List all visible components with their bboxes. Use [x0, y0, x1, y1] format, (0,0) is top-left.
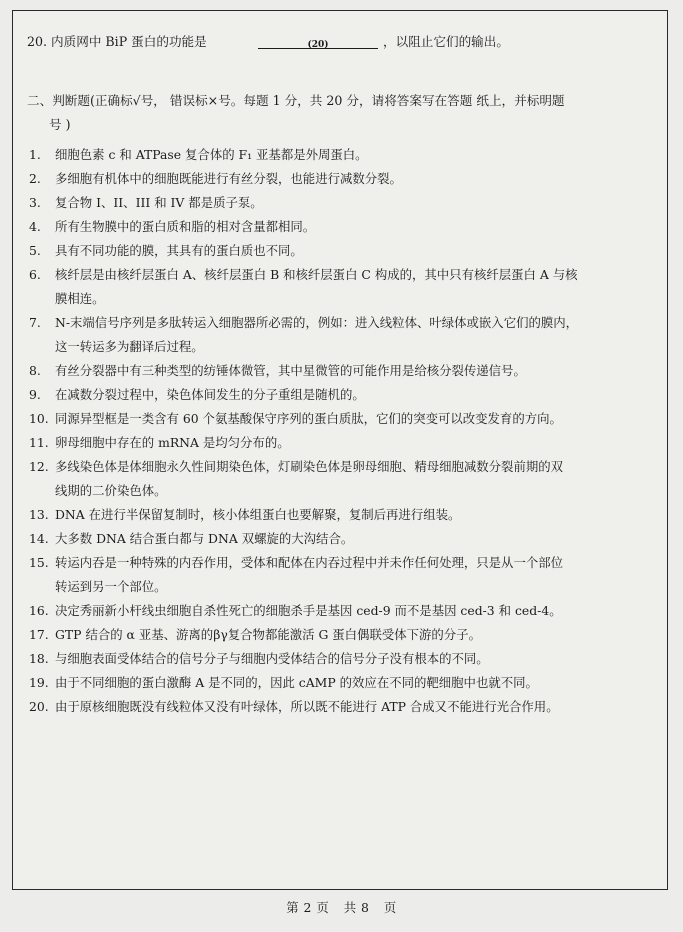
item-number: 10. [29, 411, 49, 426]
list-item [21, 623, 653, 647]
list-item [21, 215, 653, 239]
list-item [21, 311, 653, 359]
item-number: 14. [29, 531, 49, 546]
item-text: N-末端信号序列是多肽转运入细胞器所必需的，例如：进入线粒体、叶绿体或嵌入它们的膜内， [55, 315, 579, 330]
true-false-list [21, 143, 653, 719]
item-number: 17. [29, 627, 49, 642]
item-number: 16. [29, 603, 49, 618]
item-number: 6. [29, 267, 41, 282]
list-item [21, 359, 653, 383]
item-text: 在减数分裂过程中，染色体间发生的分子重组是随机的。 [55, 387, 365, 402]
item-number: 12. [29, 459, 49, 474]
list-item [21, 455, 653, 503]
item-number: 19. [29, 675, 49, 690]
sheet-content [21, 33, 653, 719]
page-footer [0, 898, 683, 916]
item-number: 9. [29, 387, 41, 402]
q20-prefix-text: 20. 内质网中 BiP 蛋白的功能是 [27, 34, 207, 49]
blank-number-mark: (20) [307, 40, 329, 50]
q20-suffix-text: ，以阻止它们的输出。 [383, 34, 509, 49]
list-item [21, 167, 653, 191]
item-text: 卵母细胞中存在的 mRNA 是均匀分布的。 [55, 435, 290, 450]
item-number: 15. [29, 555, 49, 570]
list-item [21, 551, 653, 599]
list-item [21, 263, 653, 311]
item-number: 13. [29, 507, 49, 522]
page-total: 共 8 [343, 900, 370, 915]
item-number: 18. [29, 651, 49, 666]
item-number: 7. [29, 315, 41, 330]
answer-blank [258, 33, 378, 49]
list-item [21, 431, 653, 455]
item-text: 与细胞表面受体结合的信号分子与细胞内受体结合的信号分子没有根本的不同。 [55, 651, 489, 666]
page-number: 第 2 页 [286, 900, 330, 915]
exam-sheet [12, 10, 668, 890]
section-title-line-1: 二、判断题(正确标√号， 错误标×号。每题 1 分，共 20 分，请将答案写在答题 纸上，并标明题 [27, 93, 565, 108]
list-item [21, 503, 653, 527]
item-number: 1. [29, 147, 41, 162]
item-number: 3. [29, 195, 41, 210]
item-text: 复合物 I、II、III 和 IV 都是质子泵。 [55, 195, 263, 210]
item-text: 有丝分裂器中有三种类型的纺锤体微管，其中星微管的可能作用是给核分裂传递信号。 [55, 363, 526, 378]
item-text: 由于不同细胞的蛋白激酶 A 是不同的，因此 cAMP 的效应在不同的靶细胞中也就不同。 [55, 675, 538, 690]
item-text: 细胞色素 c 和 ATPase 复合体的 F₁ 亚基都是外周蛋白。 [55, 147, 368, 162]
section-heading [21, 89, 653, 137]
list-item [21, 143, 653, 167]
item-text-continuation: 线期的二价染色体。 [55, 483, 167, 498]
list-item [21, 671, 653, 695]
item-text-continuation: 膜相连。 [55, 291, 105, 306]
item-number: 2. [29, 171, 41, 186]
item-text: 核纤层是由核纤层蛋白 A、核纤层蛋白 B 和核纤层蛋白 C 构成的，其中只有核纤层蛋白 A 与核 [55, 267, 578, 282]
item-text: 所有生物膜中的蛋白质和脂的相对含量都相同。 [55, 219, 316, 234]
list-item [21, 647, 653, 671]
item-number: 8. [29, 363, 41, 378]
item-number: 20. [29, 699, 49, 714]
item-text: 大多数 DNA 结合蛋白都与 DNA 双螺旋的大沟结合。 [55, 531, 354, 546]
item-number: 5. [29, 243, 41, 258]
list-item [21, 527, 653, 551]
list-item [21, 407, 653, 431]
item-text: 决定秀丽新小杆线虫细胞自杀性死亡的细胞杀手是基因 ced-9 而不是基因 ced-3 和 ced-4。 [55, 603, 562, 618]
item-text: 多细胞有机体中的细胞既能进行有丝分裂，也能进行减数分裂。 [55, 171, 402, 186]
item-text: 由于原核细胞既没有线粒体又没有叶绿体，所以既不能进行 ATP 合成又不能进行光合作用。 [55, 699, 559, 714]
list-item [21, 191, 653, 215]
list-item [21, 695, 653, 719]
item-text: 同源异型框是一类含有 60 个氨基酸保守序列的蛋白质肽，它们的突变可以改变发育的方向。 [55, 411, 562, 426]
page-unit: 页 [383, 900, 397, 915]
item-text: DNA 在进行半保留复制时，核小体组蛋白也要解聚，复制后再进行组装。 [55, 507, 461, 522]
question-20-fill-blank [27, 33, 653, 53]
item-text: GTP 结合的 α 亚基、游离的βγ复合物都能激活 G 蛋白偶联受体下游的分子。 [55, 627, 481, 642]
list-item [21, 239, 653, 263]
item-number: 11. [29, 435, 49, 450]
item-text-continuation: 转运到另一个部位。 [55, 579, 167, 594]
item-number: 4. [29, 219, 41, 234]
item-text-continuation: 这一转运多为翻译后过程。 [55, 339, 204, 354]
list-item [21, 599, 653, 623]
item-text: 具有不同功能的膜，其具有的蛋白质也不同。 [55, 243, 303, 258]
item-text: 多线染色体是体细胞永久性间期染色体，灯刷染色体是卵母细胞、精母细胞减数分裂前期的双 [55, 459, 564, 474]
list-item [21, 383, 653, 407]
section-title-line-2: 号 ) [49, 117, 71, 132]
item-text: 转运内吞是一种特殊的内吞作用，受体和配体在内吞过程中并未作任何处理，只是从一个部位 [55, 555, 564, 570]
